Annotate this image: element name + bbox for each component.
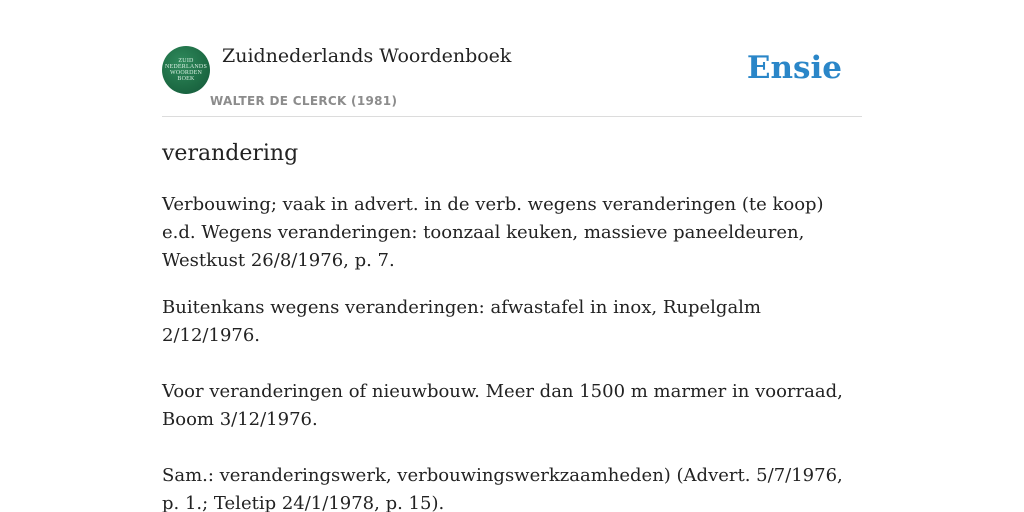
logo-text-line: WOORDEN: [169, 70, 203, 76]
entry-paragraph: Sam.: veranderingswerk, verbouwingswerkzaamheden) (Advert. 5/7/1976, p. 1.; Teletip 24/1/1978, p. 15).: [162, 465, 843, 512]
entry-paragraph: Buitenkans wegens veranderingen: afwastafel in inox, Rupelgalm 2/12/1976.: [162, 297, 762, 346]
dictionary-author: WALTER DE CLERCK (1981): [210, 94, 398, 108]
logo-text-line: ZUID: [178, 58, 194, 64]
entry-content: [162, 138, 862, 512]
ensie-logo-link[interactable]: Ensie: [746, 50, 842, 86]
entry-paragraph: Voor veranderingen of nieuwbouw. Meer dan 1500 m marmer in voorraad, Boom 3/12/1976.: [162, 381, 843, 430]
dictionary-title[interactable]: Zuidnederlands Woordenboek: [222, 45, 512, 67]
entry-title: verandering: [162, 141, 299, 166]
dictionary-header: [162, 0, 862, 117]
dictionary-logo[interactable]: [162, 46, 210, 94]
entry-paragraph: Verbouwing; vaak in advert. in de verb. wegens veranderingen (te koop) e.d. Wegens veranderingen: toonzaal keuken, massieve paneeldeuren, Westkust 26/8/1976, p. 7.: [162, 194, 824, 271]
logo-text-line: BOEK: [177, 76, 195, 82]
logo-text-line: NEDERLANDS: [165, 64, 207, 70]
